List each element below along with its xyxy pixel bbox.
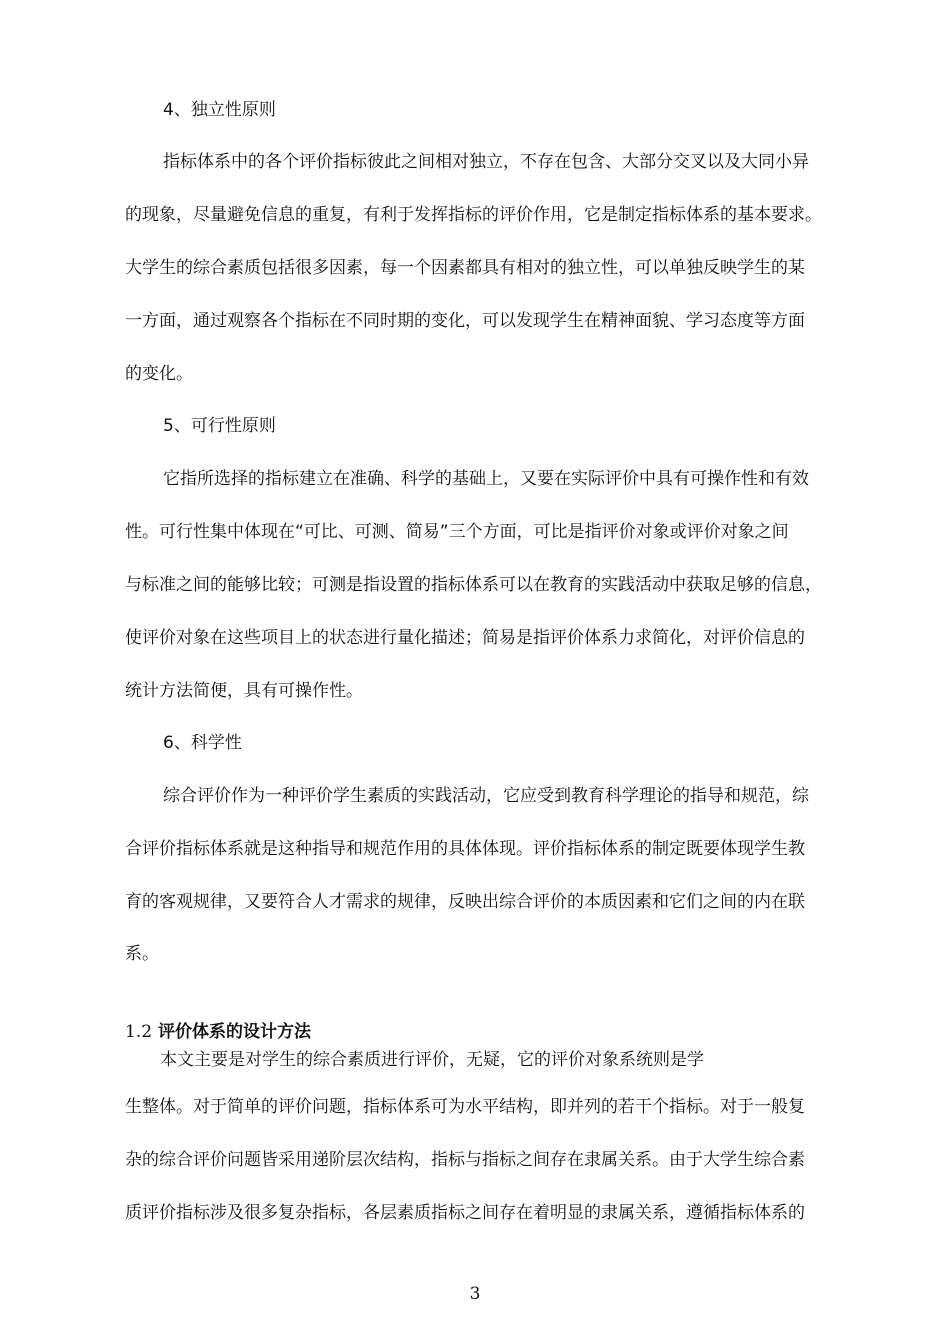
paragraph-line: 指标体系中的各个评价指标彼此之间相对独立，不存在包含、大部分交叉以及大同小异 xyxy=(163,152,809,172)
paragraph-line: 的现象，尽量避免信息的重复，有利于发挥指标的评价作用，它是制定指标体系的基本要求。 xyxy=(125,205,822,225)
section-title: 评价体系的设计方法 xyxy=(157,1022,311,1042)
section-heading xyxy=(125,1020,865,1044)
paragraph-line: 杂的综合评价问题皆采用递阶层次结构，指标与指标之间存在隶属关系。由于大学生综合素 xyxy=(125,1150,805,1170)
page-number: 3 xyxy=(469,1284,481,1304)
paragraph-line: 育的客观规律，又要符合人才需求的规律，反映出综合评价的本质因素和它们之间的内在联 xyxy=(125,892,805,912)
paragraph-line: 它指所选择的指标建立在准确、科学的基础上，又要在实际评价中具有可操作性和有效 xyxy=(163,469,809,489)
paragraph-line: 系。 xyxy=(125,944,159,964)
heading-independence-principle: 4、独立性原则 xyxy=(163,100,276,120)
paragraph-line: 合评价指标体系就是这种指导和规范作用的具体体现。评价指标体系的制定既要体现学生教 xyxy=(125,839,805,859)
paragraph-line: 性。可行性集中体现在“可比、可测、简易”三个方面，可比是指评价对象或评价对象之间 xyxy=(125,522,789,542)
paragraph-line: 本文主要是对学生的综合素质进行评价，无疑，它的评价对象系统则是学 xyxy=(160,1050,704,1070)
paragraph-line: 质评价指标涉及很多复杂指标，各层素质指标之间存在着明显的隶属关系，遵循指标体系的 xyxy=(125,1203,805,1223)
paragraph-line: 一方面，通过观察各个指标在不同时期的变化，可以发现学生在精神面貌、学习态度等方面 xyxy=(125,311,805,331)
paragraph-line: 与标准之间的能够比较；可测是指设置的指标体系可以在教育的实践活动中获取足够的信息， xyxy=(125,575,822,595)
paragraph-line: 生整体。对于简单的评价问题，指标体系可为水平结构，即并列的若干个指标。对于一般复 xyxy=(125,1097,805,1117)
paragraph-line: 的变化。 xyxy=(125,364,193,384)
section-number: 1.2 xyxy=(125,1022,153,1042)
paragraph-line: 统计方法简便，具有可操作性。 xyxy=(125,681,363,701)
paragraph-line: 使评价对象在这些项目上的状态进行量化描述；简易是指评价体系力求简化，对评价信息的 xyxy=(125,628,805,648)
heading-feasibility-principle: 5、可行性原则 xyxy=(163,416,276,436)
paragraph-line: 大学生的综合素质包括很多因素，每一个因素都具有相对的独立性，可以单独反映学生的某 xyxy=(125,258,805,278)
paragraph-line: 综合评价作为一种评价学生素质的实践活动，它应受到教育科学理论的指导和规范，综 xyxy=(163,786,809,806)
heading-scientific: 6、科学性 xyxy=(163,733,242,753)
